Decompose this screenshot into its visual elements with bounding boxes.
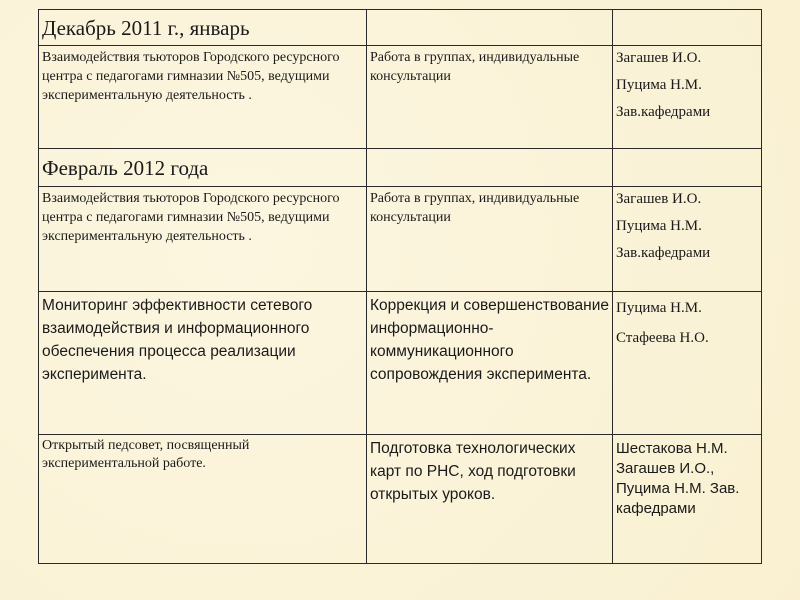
responsible-name: Пуцима Н.М.: [616, 218, 702, 234]
responsible-name: Пуцима Н.М.: [616, 300, 702, 316]
period-header-february: Февраль 2012 года: [39, 149, 367, 187]
form-cell: Работа в группах, индивидуальные консультации: [367, 187, 613, 292]
form-cell: Коррекция и совершенствование информационно-коммуникационного сопровождения эксперимента.: [367, 292, 613, 435]
responsible-cell: [613, 292, 762, 435]
form-cell: Работа в группах, индивидуальные консультации: [367, 46, 613, 149]
responsible-name: Пуцима Н.М. Зав. кафедрами: [616, 480, 740, 517]
responsible-cell: [613, 46, 762, 149]
responsible-cell: [613, 187, 762, 292]
activity-cell: Взаимодействия тьюторов Городского ресурсного центра с педагогами гимназии №505, ведущими экспериментальную деятельность .: [39, 187, 367, 292]
empty-cell: [367, 149, 613, 187]
activity-cell: Открытый педсовет, посвященный экспериментальной работе.: [39, 435, 367, 564]
responsible-name: Загашев И.О.,: [616, 460, 715, 477]
table-row-header-december: [39, 10, 762, 46]
responsible-name: Пуцима Н.М.: [616, 77, 702, 93]
schedule-table: [38, 9, 762, 564]
responsible-cell: [613, 435, 762, 564]
table-row: [39, 187, 762, 292]
responsible-name: Загашев И.О.: [616, 50, 702, 66]
responsible-name: Зав.кафедрами: [616, 104, 711, 120]
table-row: [39, 292, 762, 435]
table-row: [39, 435, 762, 564]
form-cell: Подготовка технологических карт по РНС, ход подготовки открытых уроков.: [367, 435, 613, 564]
responsible-name: Загашев И.О.: [616, 191, 702, 207]
responsible-name: Зав.кафедрами: [616, 245, 711, 261]
table-row: [39, 46, 762, 149]
empty-cell: [613, 10, 762, 46]
responsible-name: Шестакова Н.М.: [616, 440, 728, 457]
empty-cell: [367, 10, 613, 46]
empty-cell: [613, 149, 762, 187]
table-row-header-february: [39, 149, 762, 187]
activity-cell: Мониторинг эффективности сетевого взаимодействия и информационного обеспечения процесса реализации эксперимента.: [39, 292, 367, 435]
activity-cell: Взаимодействия тьюторов Городского ресурсного центра с педагогами гимназии №505, ведущими экспериментальную деятельность .: [39, 46, 367, 149]
responsible-name: Стафеева Н.О.: [616, 330, 709, 346]
period-header-december: Декабрь 2011 г., январь: [39, 10, 367, 46]
